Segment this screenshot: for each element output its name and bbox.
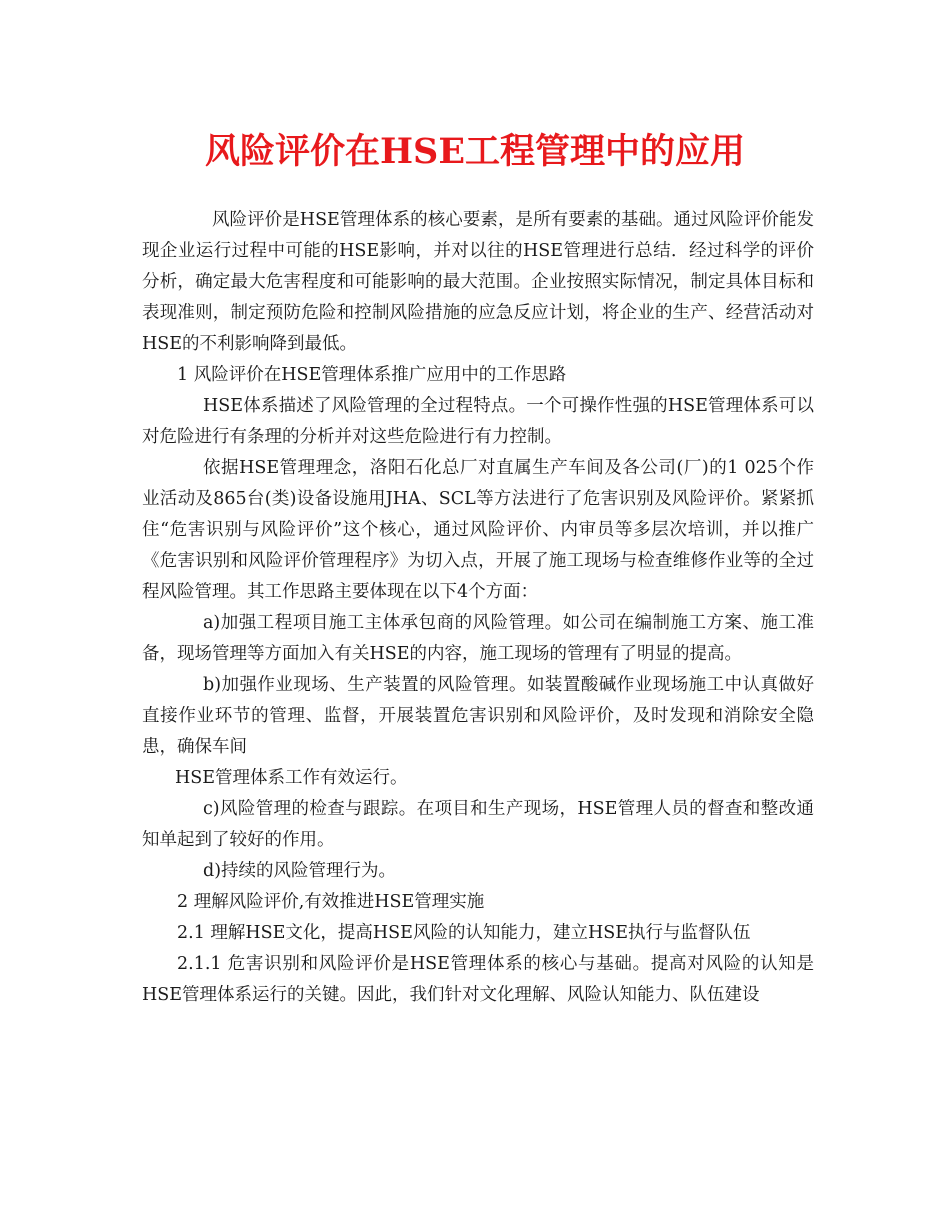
subsection-heading-2-1: 2.1 理解HSE文化，提高HSE风险的认知能力，建立HSE执行与监督队伍: [177, 923, 751, 943]
document-title: 风险评价在HSE工程管理中的应用: [204, 131, 746, 172]
section-heading-1: 1 风险评价在HSE管理体系推广应用中的工作思路: [177, 365, 567, 385]
list-item-a: a)加强工程项目施工主体承包商的风险管理。如公司在编制施工方案、施工准备，现场管理等方面加入有关HSE的内容，施工现场的管理有了明显的提高。: [142, 613, 814, 664]
paragraph-luoyang-practice: 依据HSE管理理念，洛阳石化总厂对直属生产车间及各公司(厂)的1 025个作业活动及865台(类)设备设施用JHA、SCL等方法进行了危害识别及风险评价。紧紧抓住“危害识别与风险评价”这个核心，通过风险评价、内审员等多层次培训，并以推广《危害识别和风险评价管理程序》为切入点，开展了施工现场与检查维修作业等的全过程风险管理。其工作思路主要体现在以下4个方面：: [142, 458, 814, 602]
document-body: [142, 205, 814, 1011]
list-item-b-continued: HSE管理体系工作有效运行。: [175, 768, 408, 788]
paragraph-intro: 风险评价是HSE管理体系的核心要素，是所有要素的基础。通过风险评价能发现企业运行过程中可能的HSE影响，并对以往的HSE管理进行总结．经过科学的评价分析，确定最大危害程度和可能影响的最大范围。企业按照实际情况，制定具体目标和表现准则，制定预防危险和控制风险措施的应急反应计划，将企业的生产、经营活动对HSE的不利影响降到最低。: [142, 210, 814, 354]
paragraph-2-1-1: 2.1.1 危害识别和风险评价是HSE管理体系的核心与基础。提高对风险的认知是HSE管理体系运行的关键。因此，我们针对文化理解、风险认知能力、队伍建设: [142, 954, 814, 1005]
list-item-c: c)风险管理的检查与跟踪。在项目和生产现场，HSE管理人员的督查和整改通知单起到了较好的作用。: [142, 799, 814, 850]
section-heading-2: 2 理解风险评价,有效推进HSE管理实施: [177, 892, 485, 912]
paragraph-hse-overview: HSE体系描述了风险管理的全过程特点。一个可操作性强的HSE管理体系可以对危险进行有条理的分析并对这些危险进行有力控制。: [142, 396, 814, 447]
list-item-d: d)持续的风险管理行为。: [203, 861, 397, 881]
list-item-b: b)加强作业现场、生产装置的风险管理。如装置酸碱作业现场施工中认真做好直接作业环节的管理、监督，开展装置危害识别和风险评价，及时发现和消除安全隐患，确保车间: [142, 675, 814, 757]
